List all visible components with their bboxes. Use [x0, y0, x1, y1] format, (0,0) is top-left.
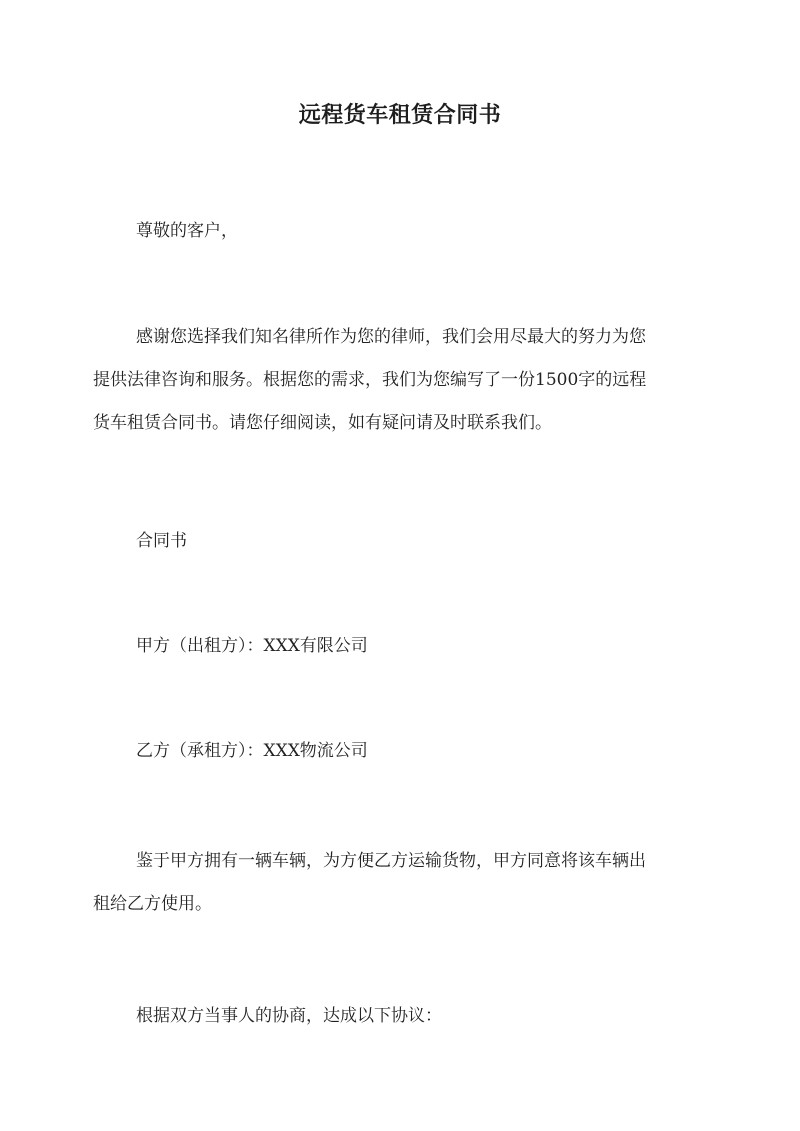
- party-b-text: 乙方（承租方）：XXX物流公司: [136, 741, 368, 761]
- party-b: [136, 730, 702, 773]
- document-title: 远程货车租赁合同书: [298, 102, 502, 128]
- whereas-line-1: 鉴于甲方拥有一辆车辆，为方便乙方运输货物，甲方同意将该车辆出: [136, 851, 646, 871]
- intro-line-1: 感谢您选择我们知名律所作为您的律师，我们会用尽最大的努力为您: [136, 327, 646, 347]
- greeting: [136, 210, 702, 253]
- intro-line-2: 提供法律咨询和服务。根据您的需求，我们为您编写了一份1500字的远程: [93, 370, 647, 390]
- contract-heading-text: 合同书: [136, 531, 187, 551]
- party-a: [136, 625, 702, 668]
- contract-heading: [136, 520, 702, 563]
- greeting-text: 尊敬的客户，: [136, 221, 238, 241]
- party-a-text: 甲方（出租方）：XXX有限公司: [136, 636, 368, 656]
- whereas-paragraph: [93, 840, 702, 926]
- intro-line-3: 货车租赁合同书。请您仔细阅读，如有疑问请及时联系我们。: [93, 413, 552, 433]
- intro-paragraph: [93, 316, 702, 445]
- whereas-line-2: 租给乙方使用。: [93, 894, 212, 914]
- agreement-intro-text: 根据双方当事人的协商，达成以下协议：: [136, 1006, 442, 1026]
- agreement-intro: [136, 995, 702, 1038]
